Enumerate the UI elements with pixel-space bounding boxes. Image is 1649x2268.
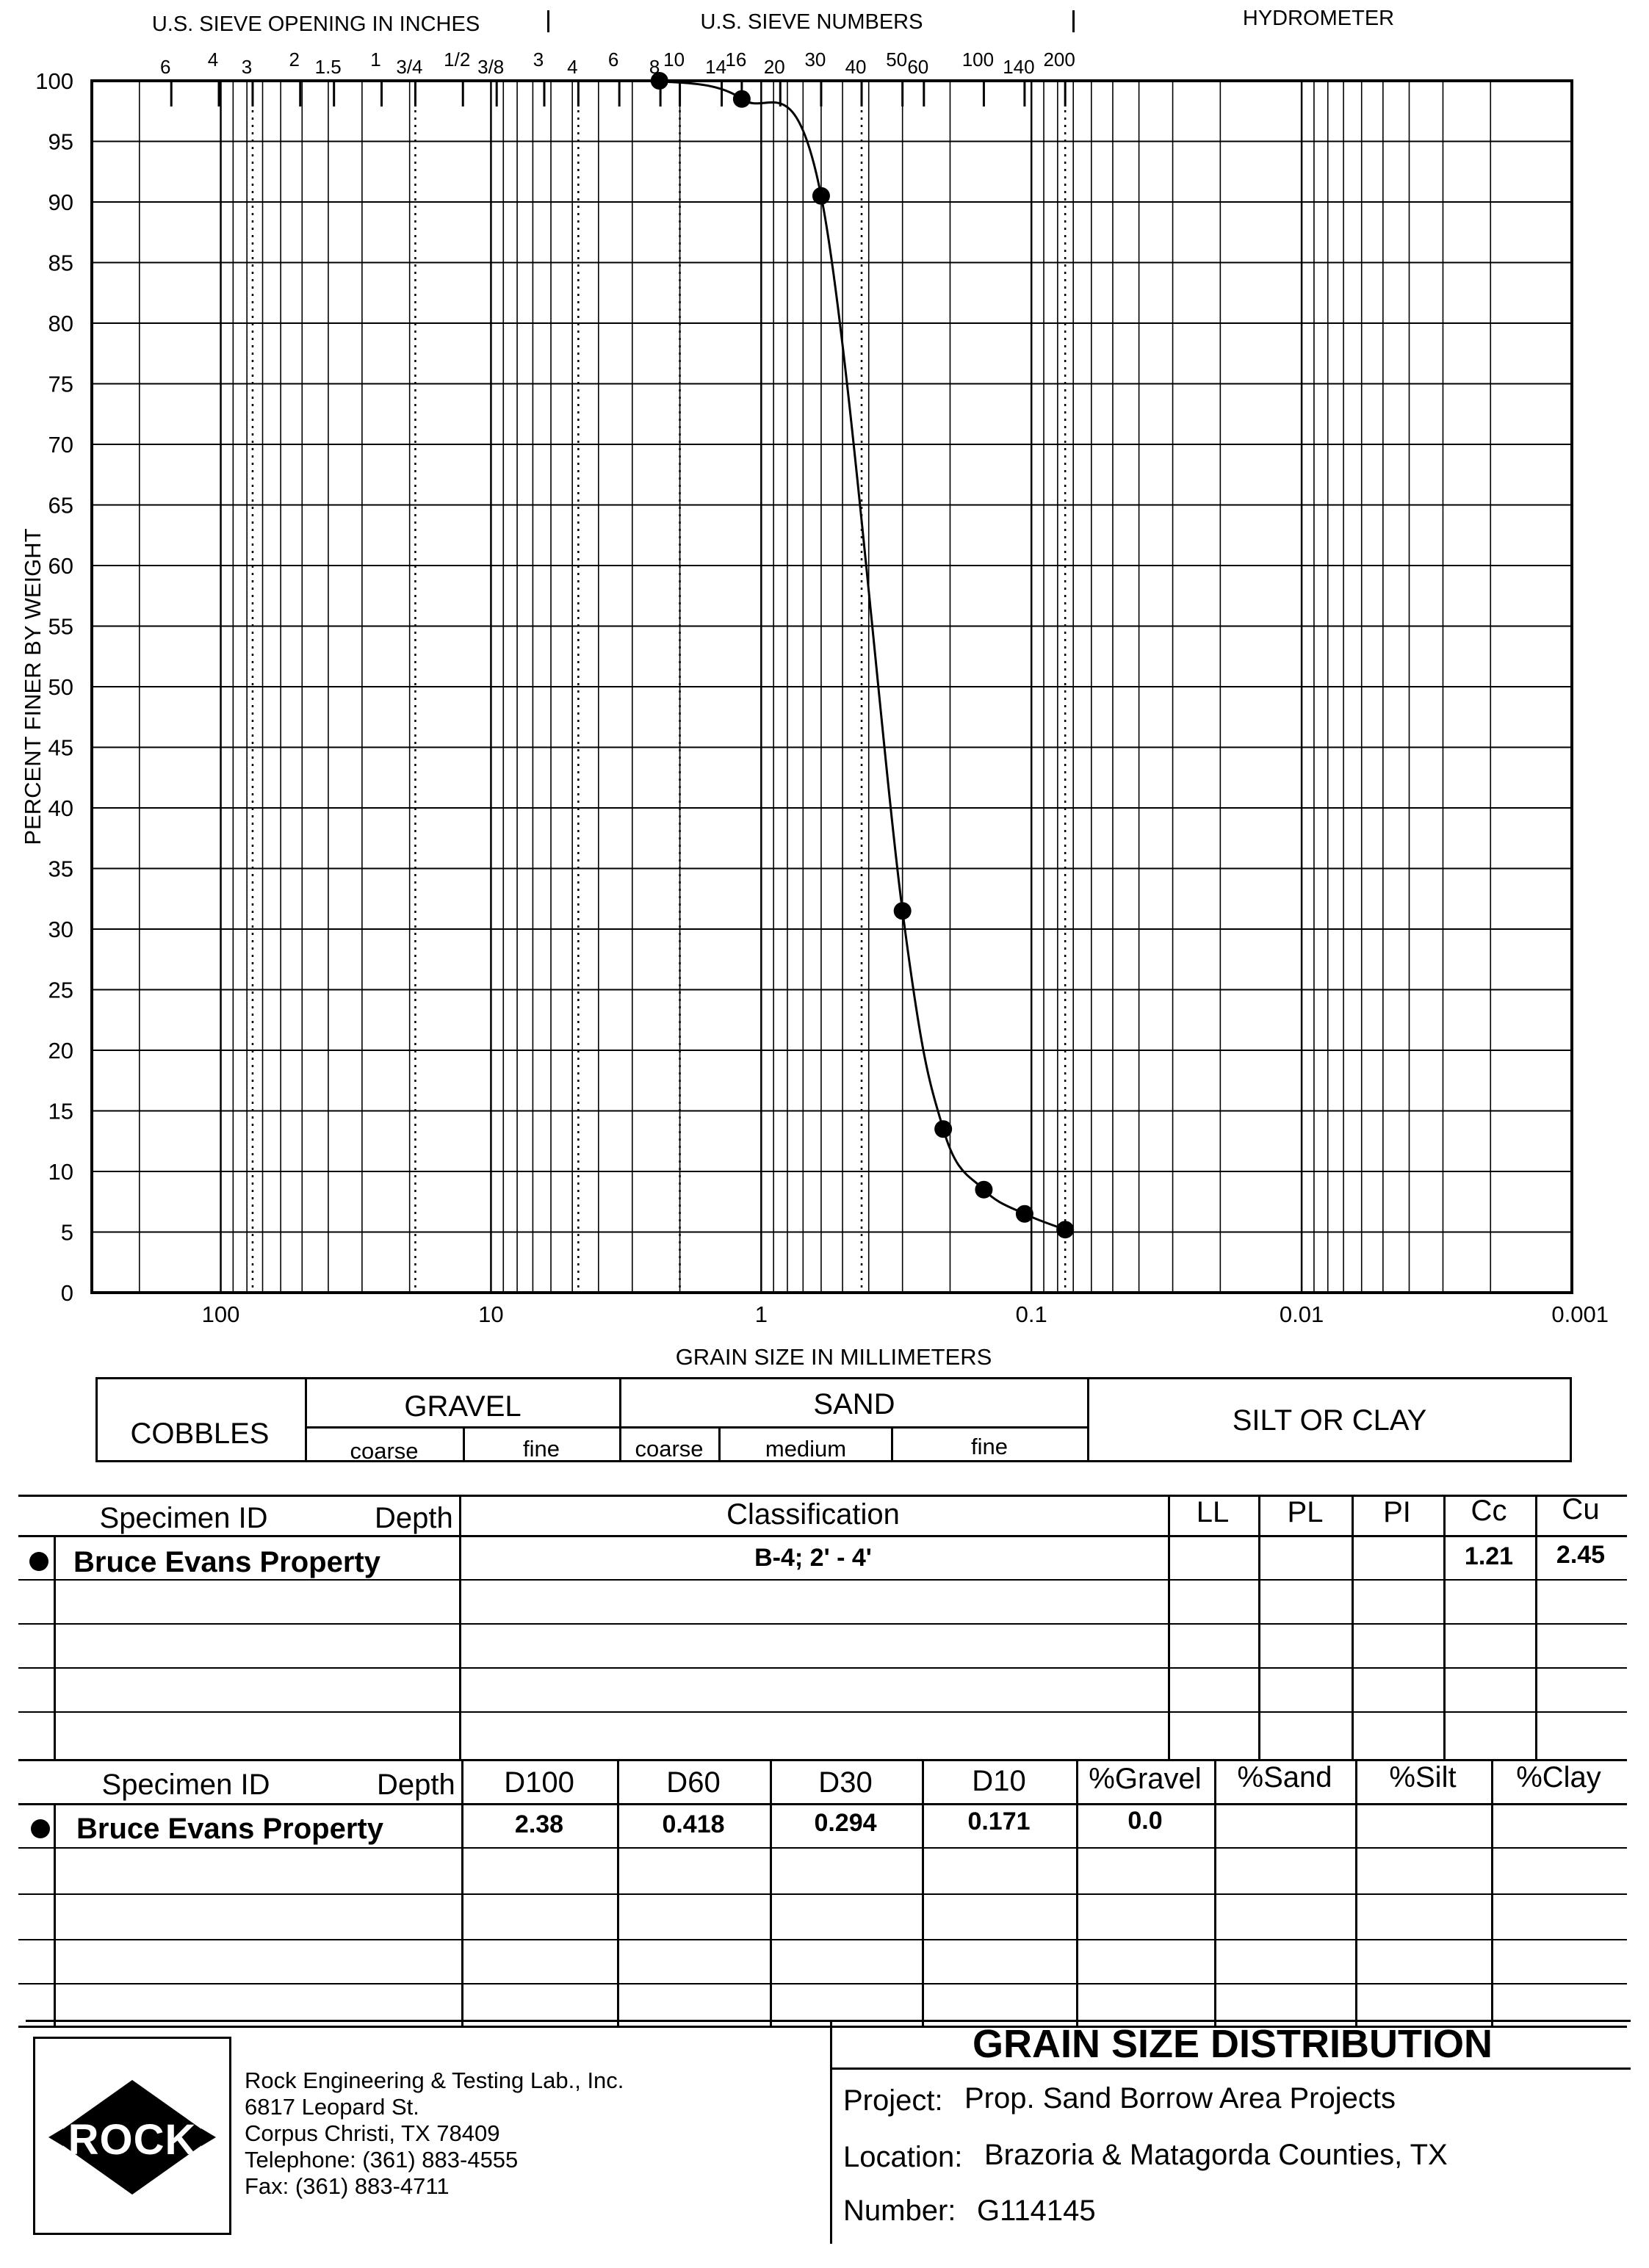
y-tick-label: 70	[48, 432, 73, 458]
t1-cc: 1.21	[1464, 1542, 1514, 1570]
sieve-label: 4	[207, 48, 219, 71]
t1-header-depth: Depth	[375, 1502, 453, 1534]
data-point	[1056, 1221, 1074, 1238]
t2-gravel: 0.0	[1127, 1807, 1163, 1835]
header-separator-2	[1072, 10, 1075, 32]
t1-row-marker	[29, 1552, 48, 1571]
x-tick-labels	[202, 1301, 1609, 1327]
location-label: Location:	[843, 2141, 963, 2173]
x-tick-label: 10	[478, 1301, 504, 1327]
sand-coarse-label: coarse	[635, 1436, 704, 1462]
gravel-fine-label: fine	[523, 1436, 560, 1462]
sieve-inches-title: U.S. SIEVE OPENING IN INCHES	[151, 12, 480, 36]
y-tick-label: 35	[48, 856, 73, 882]
sieve-label: 4	[567, 56, 578, 78]
sieve-label: 30	[804, 48, 826, 71]
y-tick-label: 55	[48, 613, 73, 640]
sand-label: SAND	[813, 1388, 895, 1420]
t1-header-classification: Classification	[726, 1498, 900, 1531]
y-tick-label: 40	[48, 795, 73, 821]
t2-d100: 2.38	[514, 1810, 564, 1838]
sieve-label: 3/8	[477, 56, 505, 78]
t2-d10: 0.171	[967, 1807, 1031, 1835]
t1-cu: 2.45	[1556, 1541, 1606, 1569]
sieve-label: 6	[607, 48, 619, 71]
hydrometer-title: HYDROMETER	[1242, 7, 1395, 30]
t2-header-silt: %Silt	[1389, 1761, 1457, 1794]
y-tick-label: 15	[48, 1098, 73, 1124]
data-point	[733, 90, 751, 108]
sieve-label: 3	[533, 48, 544, 71]
report-title: GRAIN SIZE DISTRIBUTION	[972, 2022, 1493, 2066]
sieve-labels	[160, 48, 1075, 78]
x-tick-label: 0.001	[1551, 1301, 1609, 1327]
sieve-label: 3/4	[396, 56, 423, 78]
sieve-label: 8	[649, 56, 660, 78]
top-axis-ticks	[171, 81, 1065, 106]
y-axis-label: PERCENT FINER BY WEIGHT	[20, 528, 46, 845]
y-tick-label: 80	[48, 311, 73, 336]
data-point	[975, 1181, 992, 1199]
y-tick-label: 85	[48, 250, 73, 276]
t2-header-d30: D30	[818, 1766, 873, 1799]
y-tick-label: 65	[48, 492, 73, 519]
x-tick-label: 0.01	[1279, 1301, 1324, 1327]
project-value: Prop. Sand Borrow Area Projects	[964, 2082, 1396, 2114]
y-tick-label: 100	[35, 68, 73, 94]
x-tick-label: 1	[754, 1301, 768, 1327]
t2-d60: 0.418	[662, 1810, 725, 1838]
y-tick-label: 60	[48, 553, 73, 579]
sieve-label: 3	[241, 56, 253, 78]
t1-header-specimen: Specimen ID	[99, 1502, 268, 1534]
logo-text: ROCK	[68, 2116, 197, 2164]
t1-header-cc: Cc	[1471, 1495, 1507, 1527]
t2-header-depth: Depth	[377, 1769, 455, 1801]
t2-header-d60: D60	[666, 1766, 721, 1799]
y-tick-label: 45	[48, 734, 73, 761]
y-tick-label: 75	[48, 371, 73, 397]
y-tick-label: 20	[48, 1038, 73, 1063]
t2-header-d10: D10	[972, 1765, 1026, 1797]
y-tick-label: 0	[60, 1280, 73, 1306]
y-tick-label: 90	[48, 189, 73, 215]
x-axis-label: GRAIN SIZE IN MILLIMETERS	[675, 1344, 992, 1370]
x-tick-label: 0.1	[1015, 1301, 1047, 1327]
sand-fine-label: fine	[971, 1434, 1008, 1459]
t2-header-clay: %Clay	[1516, 1761, 1601, 1794]
t1-header-pi: PI	[1383, 1496, 1411, 1528]
sieve-label: 1	[370, 48, 381, 71]
t1-header-ll: LL	[1196, 1496, 1230, 1528]
sieve-label: 140	[1003, 56, 1035, 78]
gravel-label: GRAVEL	[404, 1390, 522, 1423]
t2-header-specimen: Specimen ID	[101, 1769, 270, 1801]
gravel-coarse-label: coarse	[350, 1438, 419, 1464]
horizontal-gridlines	[92, 142, 1572, 1232]
data-point	[812, 187, 830, 205]
t2-specimen-id: Bruce Evans Property	[76, 1813, 383, 1845]
t2-d30: 0.294	[814, 1809, 877, 1837]
data-point	[1016, 1205, 1033, 1223]
t1-specimen-id: Bruce Evans Property	[73, 1546, 380, 1578]
header-separator-1	[547, 10, 549, 32]
sieve-label: 10	[663, 48, 685, 71]
y-tick-label: 95	[48, 129, 73, 155]
sand-medium-label: medium	[765, 1436, 847, 1462]
cobbles-label: COBBLES	[130, 1418, 270, 1450]
data-point	[934, 1120, 952, 1138]
sieve-label: 2	[289, 48, 300, 71]
company-name: Rock Engineering & Testing Lab., Inc.	[245, 2067, 624, 2093]
t1-header-pl: PL	[1287, 1496, 1324, 1528]
company-telephone: Telephone: (361) 883-4555	[245, 2147, 519, 2173]
location-value: Brazoria & Matagorda Counties, TX	[984, 2139, 1448, 2171]
project-label: Project:	[843, 2084, 943, 2117]
y-tick-label: 25	[48, 977, 73, 1003]
company-address-2: Corpus Christi, TX 78409	[245, 2120, 500, 2146]
sieve-label: 40	[845, 56, 867, 78]
sieve-label: 14	[705, 56, 727, 78]
sieve-label: 100	[961, 48, 995, 71]
y-tick-label: 10	[48, 1159, 73, 1185]
sieve-label: 16	[725, 48, 747, 71]
t2-header-sand: %Sand	[1237, 1761, 1332, 1794]
silt-clay-label: SILT OR CLAY	[1232, 1404, 1427, 1437]
sieve-numbers-title: U.S. SIEVE NUMBERS	[700, 10, 923, 34]
number-value: G114145	[977, 2195, 1096, 2227]
sieve-label: 20	[763, 56, 785, 78]
t1-classification: B-4; 2' - 4'	[754, 1544, 872, 1572]
t2-header-gravel: %Gravel	[1089, 1763, 1202, 1795]
sieve-label: 50	[886, 48, 908, 71]
x-tick-label: 100	[201, 1301, 240, 1327]
y-tick-label: 30	[48, 917, 73, 942]
sieve-label: 1/2	[444, 48, 471, 71]
sieve-label: 200	[1043, 48, 1075, 71]
data-point	[894, 902, 912, 920]
t2-row-marker	[31, 1819, 50, 1838]
t2-header-d100: D100	[504, 1766, 574, 1799]
sieve-label: 1.5	[314, 56, 342, 78]
y-tick-label: 50	[48, 674, 73, 700]
sieve-label: 6	[159, 56, 171, 78]
number-label: Number:	[843, 2195, 956, 2227]
y-tick-label: 5	[60, 1219, 73, 1246]
company-address-1: 6817 Leopard St.	[245, 2094, 419, 2120]
sieve-label: 60	[907, 56, 929, 78]
t1-header-cu: Cu	[1562, 1493, 1600, 1525]
company-fax: Fax: (361) 883-4711	[245, 2173, 450, 2199]
